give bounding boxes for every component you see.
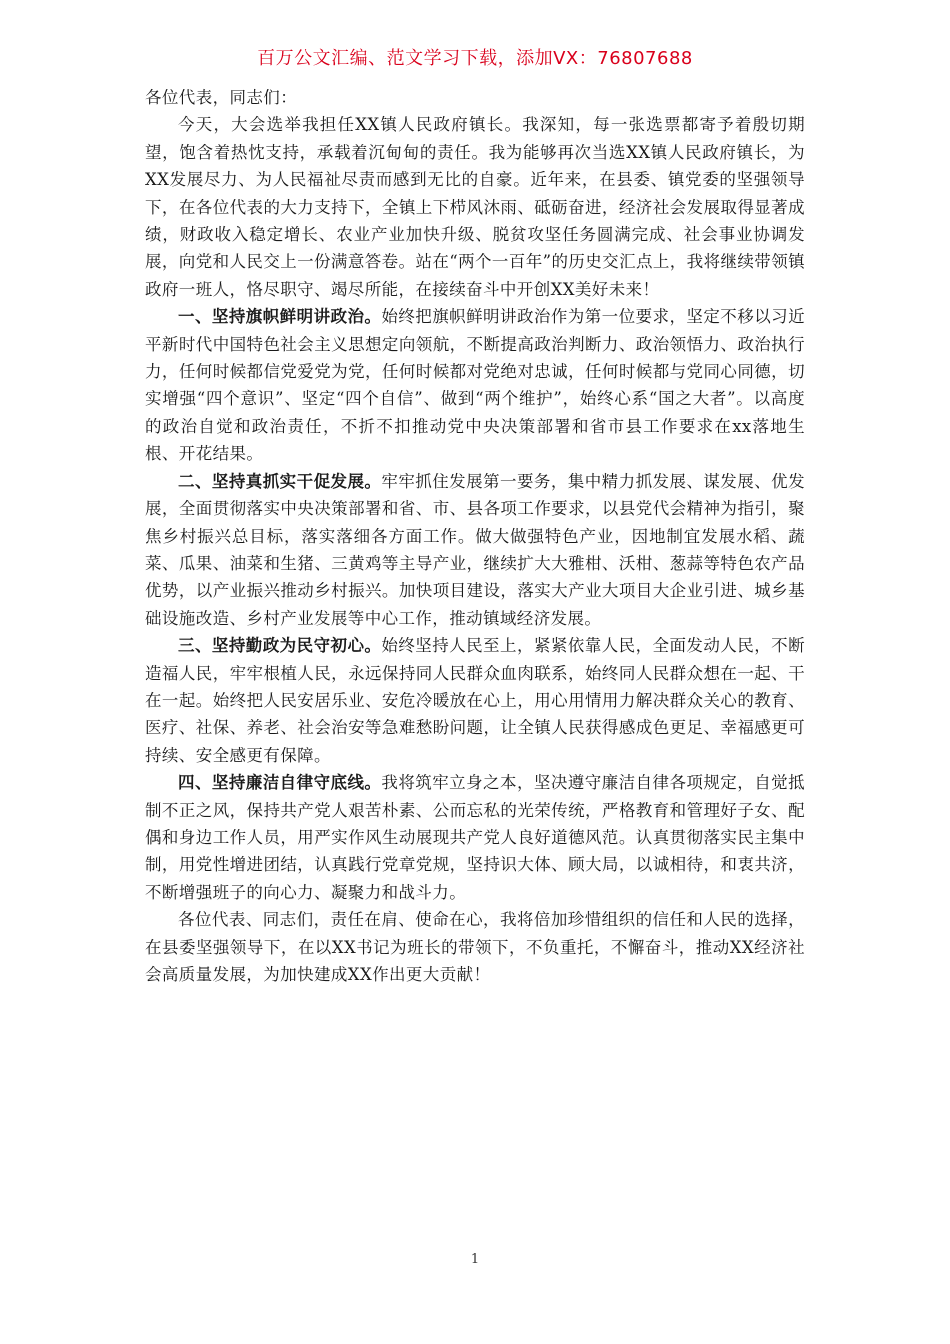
section-body-2: 牢牢抓住发展第一要务，集中精力抓发展、谋发展、优发展，全面贯彻落实中央决策部署和省、市、县各项工作要求，以县党代会精神为指引，聚焦乡村振兴总目标，落实落细各方面工作。做大做强特色产业，因地制宜发展水稻、蔬菜、瓜果、油菜和生猪、三黄鸡等主导产业，继续扩大大雅柑、沃柑、葱蒜等特色农产品优势，以产业振兴推动乡村振兴。加快项目建设，落实大产业大项目大企业引进、城乡基础设施改造、乡村产业发展等中心工作，推动镇域经济发展。 [145,471,805,628]
section-heading-2: 二、坚持真抓实干促发展。 [178,471,382,491]
section-body-1: 始终把旗帜鲜明讲政治作为第一位要求，坚定不移以习近平新时代中国特色社会主义思想定向领航，不断提高政治判断力、政治领悟力、政治执行力，任何时候都信党爱党为党，任何时候都对党绝对忠诚，任何时候都与党同心同德，切实增强“四个意识”、坚定“四个自信”、做到“两个维护”，始终心系“国之大者”。以高度的政治自觉和政治责任，不折不扣推动党中央决策部署和省市县工作要求在xx落地生根、开花结果。 [145,307,805,464]
section-paragraph-4 [145,769,805,906]
section-paragraph-3 [145,632,805,769]
section-body-4: 我将筑牢立身之本，坚决遵守廉洁自律各项规定，自觉抵制不正之风，保持共产党人艰苦朴素、公而忘私的光荣传统，严格教育和管理好子女、配偶和身边工作人员，用严实作风生动展现共产党人良好道德风范。认真贯彻落实民主集中制，用党性增进团结，认真践行党章党规，坚持识大体、顾大局，以诚相待，和衷共济，不断增强班子的向心力、凝聚力和战斗力。 [145,773,805,902]
page-number: 1 [470,1252,480,1267]
section-heading-1: 一、坚持旗帜鲜明讲政治。 [178,307,382,327]
section-paragraph-1 [145,303,805,467]
intro-paragraph: 今天，大会选举我担任XX镇人民政府镇长。我深知，每一张选票都寄予着殷切期望，饱含着热忱支持，承载着沉甸甸的责任。我为能够再次当选XX镇人民政府镇长，为XX发展尽力、为人民福祉尽责而感到无比的自豪。近年来，在县委、镇党委的坚强领导下，在各位代表的大力支持下，全镇上下栉风沐雨、砥砺奋进，经济社会发展取得显著成绩，财政收入稳定增长、农业产业加快升级、脱贫攻坚任务圆满完成、社会事业协调发展，向党和人民交上一份满意答卷。站在“两个一百年”的历史交汇点上，我将继续带领镇政府一班人，恪尽职守、竭尽所能，在接续奋斗中开创XX美好未来！ [145,115,805,299]
header-banner: 百万公文汇编、范文学习下载，添加VX：76807688 [257,48,693,69]
document-body [145,84,805,988]
closing-paragraph: 各位代表、同志们，责任在肩、使命在心，我将倍加珍惜组织的信任和人民的选择，在县委坚强领导下，在以XX书记为班长的带领下，不负重托，不懈奋斗，推动XX经济社会高质量发展，为加快建成XX作出更大贡献！ [145,910,805,984]
salutation: 各位代表，同志们： [145,88,298,107]
section-paragraph-2 [145,468,805,632]
section-heading-4: 四、坚持廉洁自律守底线。 [178,773,382,793]
section-heading-3: 三、坚持勤政为民守初心。 [178,636,382,656]
section-body-3: 始终坚持人民至上，紧紧依靠人民，全面发动人民，不断造福人民，牢牢根植人民，永远保持同人民群众血肉联系，始终同人民群众想在一起、干在一起。始终把人民安居乐业、安危冷暖放在心上，用心用情用力解决群众关心的教育、医疗、社保、养老、社会治安等急难愁盼问题，让全镇人民获得感成色更足、幸福感更可持续、安全感更有保障。 [145,636,805,765]
